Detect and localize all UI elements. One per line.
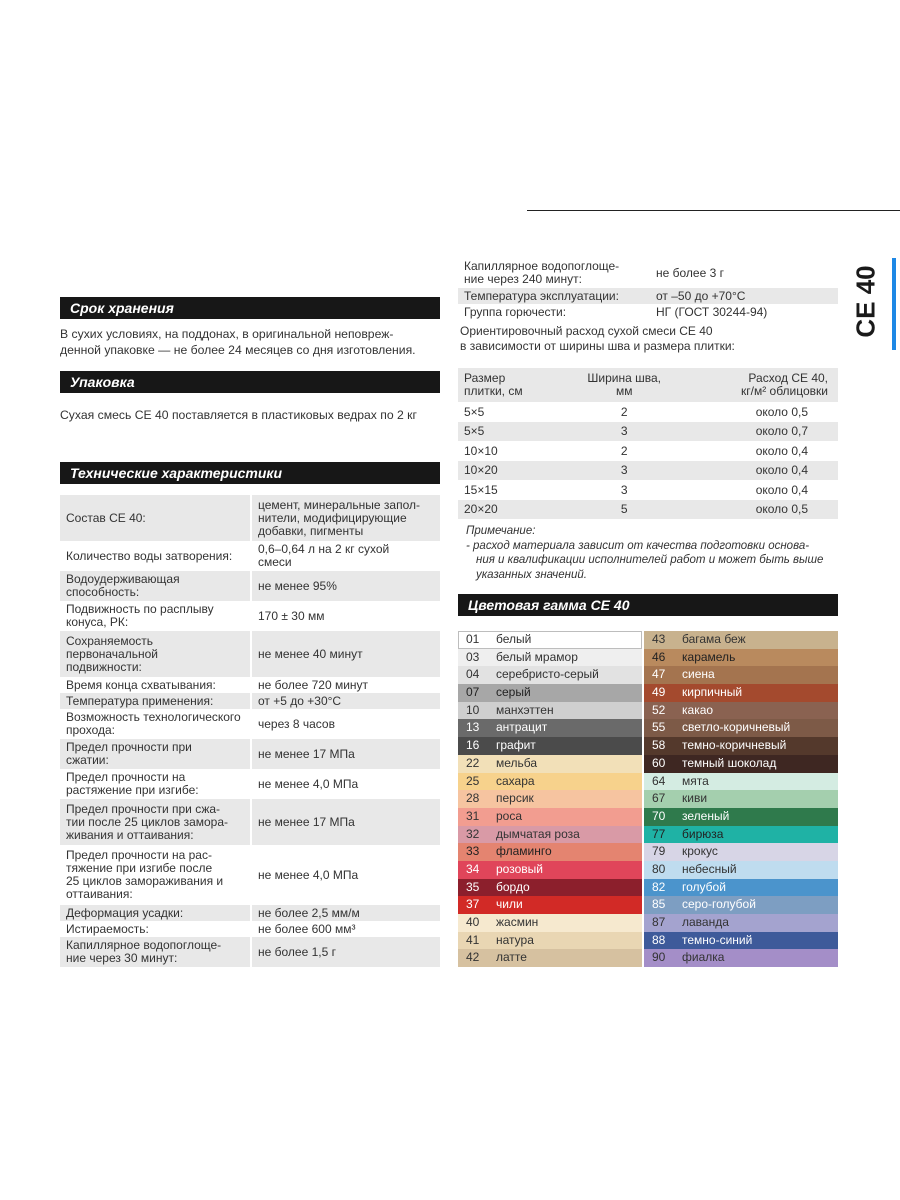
color-name: голубой [682,879,726,894]
color-number: 40 [466,915,480,929]
tile-size-cell: 5×5 [458,422,561,442]
header-rule [527,210,900,211]
color-swatch [644,649,838,667]
color-swatch [458,702,642,720]
spec-value [650,288,838,304]
color-number: 80 [652,861,666,876]
consumption-header-line: мм [615,384,633,398]
spec-label-line: конуса, РК: [66,615,129,629]
color-swatch [644,932,838,950]
spec-row [60,769,440,799]
color-number: 85 [652,897,666,912]
color-name: темно-синий [682,932,753,947]
spec-value-line: не более 1,5 г [258,944,336,959]
color-swatch [644,790,838,808]
color-swatch [644,702,838,720]
color-swatch [458,826,642,844]
note-line: указанных значений. [476,568,587,581]
color-name: сиена [682,667,715,682]
color-name: темно-коричневый [682,738,787,753]
consumption-row [458,402,838,422]
color-number: 37 [466,897,480,912]
color-name: серебристо-серый [496,667,599,682]
color-number: 43 [652,632,666,646]
spec-value-line: не более 2,5 мм/м [258,905,360,920]
spec-label [458,304,650,320]
color-swatch [458,684,642,702]
spec-value-line: не менее 4,0 МПа [258,867,359,882]
color-number: 49 [652,685,666,700]
spec-label-line: первоначальной [66,646,158,661]
spec-value-line: 170 ± 30 мм [258,608,325,623]
consumption-cell: около 0,5 [687,500,838,520]
spec-value [650,258,838,288]
consumption-header-line: Расход CE 40, [748,371,828,385]
color-number: 01 [466,632,480,646]
color-swatch [644,684,838,702]
color-number: 87 [652,915,666,929]
tile-size-cell: 10×20 [458,461,561,481]
color-swatch [644,719,838,737]
color-name: киви [682,791,708,806]
spec-value [251,905,440,921]
color-number: 55 [652,720,666,735]
color-swatch [458,879,642,897]
storage-text [60,326,416,358]
spec-row [458,258,838,288]
spec-row [60,709,440,739]
spec-label-line: Подвижность по расплыву [66,602,214,616]
spec-value [251,601,440,631]
color-number: 88 [652,932,666,947]
color-name: бордо [496,879,530,894]
consumption-row [458,500,838,520]
spec-label-line: Возможность технологического [66,710,241,724]
color-swatch [644,896,838,914]
color-number: 16 [466,738,480,753]
spec-value-line: от –50 до +70°C [656,288,746,303]
color-number: 64 [652,773,666,788]
consumption-header-line: Ширина шва, [587,371,661,385]
color-name: крокус [682,844,718,859]
color-swatch [644,843,838,861]
consumption-header-line: кг/м² облицовки [741,384,828,398]
spec-label-line: подвижности: [66,659,142,674]
color-name: темный шоколад [682,755,777,770]
spec-label-line: живания и оттаивания: [66,827,194,842]
color-swatch [644,861,838,879]
spec-value-line: не менее 95% [258,578,337,593]
color-number: 33 [466,844,480,859]
spec-label [60,601,251,631]
spec-value-line: не менее 17 МПа [258,814,355,829]
spec-row [60,571,440,601]
consumption-row [458,441,838,461]
color-number: 25 [466,773,480,788]
color-number: 60 [652,755,666,770]
spec-label [60,799,251,845]
joint-width-cell: 3 [561,461,686,481]
spec-value-line: НГ (ГОСТ 30244-94) [656,304,768,319]
color-name: антрацит [496,720,548,735]
color-number: 67 [652,791,666,806]
color-name: чили [496,897,523,912]
spec-row [458,304,838,320]
color-name: какао [682,702,714,717]
spec-row [60,937,440,967]
spec-row [60,677,440,693]
spec-value [251,845,440,905]
color-number: 58 [652,738,666,753]
packaging-heading: Упаковка [60,371,440,393]
spec-value [251,495,440,541]
spec-label-line: ние через 30 минут: [66,951,178,965]
color-name: дымчатая роза [496,826,580,841]
color-number: 41 [466,932,480,947]
color-name: графит [496,738,536,753]
color-name: светло-коричневый [682,720,791,735]
product-tab [850,258,896,348]
spec-label-line: Капиллярное водопоглоще- [464,259,620,273]
spec-label-line: сжатии: [66,753,109,767]
color-swatch [644,914,838,932]
spec-value-line: цемент, минеральные запол- [258,497,420,512]
joint-width-cell: 2 [620,443,628,458]
spec-label-line: Сохраняемость [66,633,154,648]
spec-value [251,799,440,845]
spec-label-line: тяжение при изгибе после [66,861,213,875]
consumption-cell: около 0,7 [687,422,838,442]
spec-label [458,288,650,304]
spec-label-line: Истираемость: [66,921,149,936]
intro-line: Ориентировочный расход сухой смеси CE 40 [460,324,713,338]
joint-width-cell: 5 [561,500,686,520]
color-name: бирюза [682,826,724,841]
spec-value-line: не более 720 минут [258,677,369,692]
spec-label [60,921,251,937]
color-name: фламинго [496,844,552,859]
color-number: 42 [466,950,480,965]
color-swatch [458,755,642,773]
spec-value [251,709,440,739]
spec-value [251,769,440,799]
color-name: роса [496,808,523,823]
spec-row [60,601,440,631]
consumption-table [458,368,838,519]
colors-heading: Цветовая гамма CE 40 [458,594,838,616]
spec-label-line: Капиллярное водопоглоще- [66,938,222,952]
spec-value-line: от +5 до +30°C [258,693,342,708]
palette-column-left [458,631,642,967]
specs-heading: Технические характеристики [60,462,440,484]
spec-label [60,905,251,921]
spec-value-line: добавки, пигменты [258,523,364,538]
palette-column-right [644,631,838,967]
consumption-row [458,422,838,442]
color-swatch [644,826,838,844]
color-swatch [644,949,838,967]
spec-label-line: Группа горючести: [464,304,567,319]
color-name: фиалка [682,950,725,965]
spec-row [60,845,440,905]
joint-width-cell: 3 [561,422,686,442]
spec-value-line: не менее 17 МПа [258,746,355,761]
color-number: 31 [466,808,480,823]
color-swatch [458,737,642,755]
consumption-intro [460,324,735,354]
spec-label-line: оттаивания: [66,887,133,901]
product-code: CE 40 [850,265,881,338]
color-swatch [458,649,642,667]
color-number: 04 [466,667,480,682]
spec-value-line: через 8 часов [258,716,335,731]
spec-label-line: Состав CE 40: [66,510,146,525]
storage-line: В сухих условиях, на поддонах, в оригинальной неповреж- [60,327,394,341]
color-name: мята [682,773,709,788]
color-name: латте [496,950,527,965]
spec-row [60,541,440,571]
color-name: серо-голубой [682,897,756,912]
consumption-header [561,368,686,402]
color-name: натура [496,932,534,947]
color-number: 52 [652,702,666,717]
spec-label-line: Время конца схватывания: [66,677,216,692]
color-name: мельба [496,755,538,770]
spec-label [60,495,251,541]
spec-label-line: Предел прочности на [66,770,186,784]
color-number: 22 [466,755,480,770]
spec-label-line: растяжение при изгибе: [66,783,199,797]
spec-label [60,937,251,967]
spec-label [60,769,251,799]
spec-label [458,258,650,288]
joint-width-cell: 2 [620,404,628,419]
consumption-cell: около 0,5 [755,404,808,419]
tile-size-cell: 15×15 [464,482,498,497]
color-number: 13 [466,720,480,735]
storage-heading: Срок хранения [60,297,440,319]
spec-label [60,541,251,571]
consumption-row [458,480,838,500]
spec-value [251,631,440,677]
color-swatch [458,949,642,967]
spec-label [60,693,251,709]
consumption-cell: около 0,4 [755,482,808,497]
spec-value-line: нители, модифицирующие [258,510,407,525]
color-number: 10 [466,702,480,717]
color-swatch [458,666,642,684]
tile-size-cell: 20×20 [458,500,561,520]
color-name: жасмин [496,915,539,929]
spec-row [60,905,440,921]
color-swatch [644,755,838,773]
spec-value [251,693,440,709]
specs-table-continued [458,258,838,320]
color-number: 79 [652,844,666,859]
color-name: багама беж [682,632,746,646]
color-swatch [644,666,838,684]
consumption-row [458,461,838,481]
consumption-header [458,368,561,402]
color-number: 07 [466,685,480,700]
color-name: зеленый [682,808,730,823]
color-swatch [458,631,642,649]
spec-label [60,571,251,601]
spec-value-line: не более 600 мм³ [258,921,356,936]
tile-size-cell: 5×5 [464,404,485,419]
spec-row [60,739,440,769]
spec-row [60,631,440,677]
joint-width-cell: 3 [620,482,628,497]
spec-label-line: ние через 240 минут: [464,272,582,286]
color-name: белый [496,632,532,646]
spec-value-line: не менее 40 минут [258,646,363,661]
consumption-header-line: Размер [464,371,506,385]
note-title: Примечание: [466,525,536,537]
consumption-cell: около 0,4 [687,461,838,481]
spec-value [251,677,440,693]
color-name: небесный [682,861,737,876]
storage-line: денной упаковке — не более 24 месяцев со дня изготовления. [60,343,416,357]
consumption-cell: около 0,4 [755,443,808,458]
color-name: белый мрамор [496,649,578,664]
spec-label-line: Температура применения: [66,693,214,708]
spec-label [60,739,251,769]
color-name: персик [496,791,534,806]
spec-label-line: Предел прочности при сжа- [66,801,221,816]
spec-value-line: не более 3 г [656,265,724,280]
spec-row [60,495,440,541]
spec-value [251,937,440,967]
color-number: 46 [652,649,666,664]
spec-label [60,631,251,677]
color-number: 90 [652,950,666,965]
color-swatch [458,773,642,791]
color-swatch [644,737,838,755]
consumption-header [687,368,838,402]
note-line: - расход материала зависит от качества подготовки основа- [466,539,810,552]
spec-row [458,288,838,304]
spec-value-line: смеси [258,555,292,569]
spec-label-line: тии после 25 циклов замора- [66,814,229,829]
color-name: кирпичный [682,685,743,700]
color-swatch [458,790,642,808]
spec-value [251,739,440,769]
spec-value [251,541,440,571]
spec-label-line: Предел прочности при [66,740,192,754]
color-swatch [644,631,838,649]
color-swatch [458,843,642,861]
color-name: розовый [496,861,543,876]
spec-label-line: 25 циклов замораживания и [66,874,224,888]
spec-label [60,709,251,739]
color-swatch [458,914,642,932]
color-swatch [458,808,642,826]
color-name: манхэттен [496,702,554,717]
tile-size-cell: 10×10 [464,443,498,458]
spec-value [251,921,440,937]
color-swatch [458,861,642,879]
color-number: 70 [652,808,666,823]
intro-line: в зависимости от ширины шва и размера плитки: [460,339,735,353]
spec-row [60,921,440,937]
spec-value-line: не менее 4,0 МПа [258,776,359,791]
consumption-header-row [458,368,838,402]
color-number: 32 [466,826,480,841]
color-number: 28 [466,791,480,806]
color-swatch [644,773,838,791]
color-name: лаванда [682,915,729,929]
spec-label-line: Водоудерживающая [66,572,180,586]
color-number: 03 [466,649,480,664]
spec-label-line: Предел прочности на рас- [66,848,212,862]
consumption-note [466,524,823,582]
packaging-text: Сухая смесь CE 40 поставляется в пластиковых ведрах по 2 кг [60,408,417,422]
specs-table [60,495,440,967]
accent-bar [892,258,896,350]
spec-label-line: Температура эксплуатации: [464,288,619,303]
spec-row [60,799,440,845]
spec-label [60,845,251,905]
spec-label-line: прохода: [66,723,115,737]
color-number: 47 [652,667,666,682]
spec-row [60,693,440,709]
color-number: 82 [652,879,666,894]
color-name: карамель [682,649,736,664]
spec-label [60,677,251,693]
color-swatch [644,808,838,826]
color-swatch [458,932,642,950]
color-number: 35 [466,879,480,894]
spec-label-line: Деформация усадки: [66,905,184,920]
note-line: ния и квалификации исполнителей работ и может быть выше [476,554,824,566]
spec-value [650,304,838,320]
color-name: сахара [496,773,535,788]
spec-label-line: Количество воды затворения: [66,548,233,563]
spec-value [251,571,440,601]
color-swatch [458,896,642,914]
color-number: 34 [466,861,480,876]
color-name: серый [496,685,531,700]
spec-value-line: 0,6–0,64 л на 2 кг сухой [258,542,390,556]
color-swatch [644,879,838,897]
spec-label-line: способность: [66,585,140,599]
color-number: 77 [652,826,666,841]
consumption-header-line: плитки, см [464,384,523,398]
color-swatch [458,719,642,737]
